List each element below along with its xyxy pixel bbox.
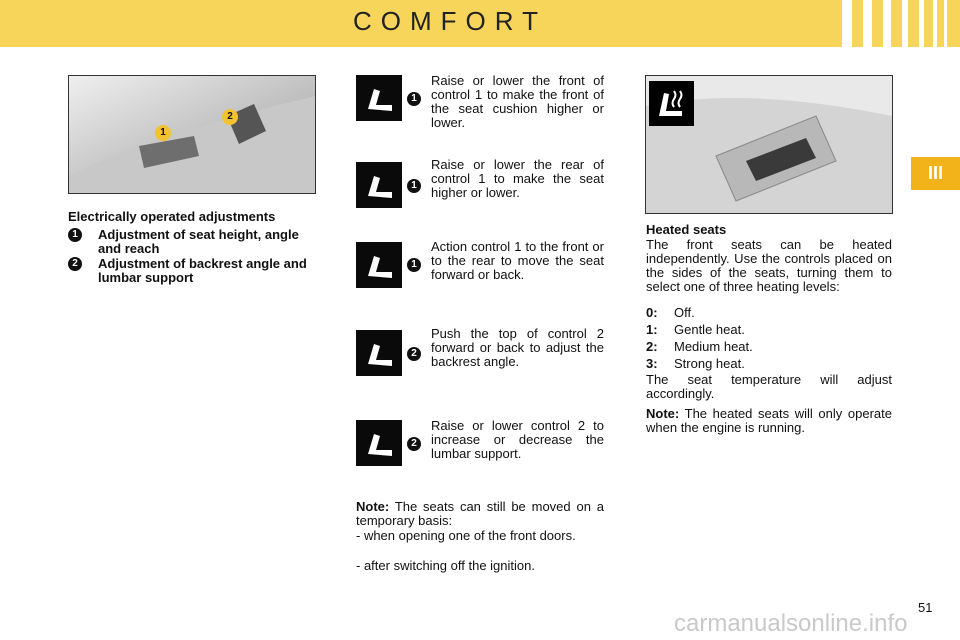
backrest-angle-icon [356,330,402,376]
header-stripe [933,0,937,47]
control-badge: 1 [407,258,421,272]
control-badge: 2 [407,347,421,361]
level-key: 2: [646,339,658,354]
heated-seat-icon [649,81,694,126]
temperature-note: The seat temperature will adjust accordingly. [646,372,892,401]
adjustment-item-text: Adjustment of seat height, angle and reach [98,227,299,256]
note-text: The seats can still be moved on a temporary basis: [356,499,604,528]
note-label: Note: [356,499,390,514]
note-text: The heated seats will only operate when the engine is running. [646,406,892,435]
adjustment-item [68,228,328,258]
number-badge: 2 [68,257,82,271]
adjustment-item-text: Adjustment of backrest angle and lumbar support [98,256,307,285]
note-bullet: - when opening one of the front doors. [356,528,576,543]
heated-seats-heading: Heated seats [646,222,727,237]
seat-reach-icon [356,242,402,288]
header-stripe [883,0,891,47]
page-number: 51 [918,600,933,615]
control-1-label: 1 [155,125,171,141]
heat-level [646,340,753,354]
note-label: Note: [646,406,680,421]
heat-level [646,323,745,337]
seat-controls-photo [68,75,316,194]
control-badge: 1 [407,179,421,193]
heat-level [646,306,695,320]
chapter-tab[interactable]: III [911,157,960,190]
step-text: Raise or lower control 2 to increase or decrease the lumbar support. [431,418,604,461]
level-label: Medium heat. [674,339,753,354]
level-label: Gentle heat. [674,322,745,337]
seat-adjust-icon [356,75,402,121]
heated-seats-note [646,407,892,435]
level-key: 1: [646,322,658,337]
heated-seats-intro: The front seats can be heated independently. Use the controls placed on the sides of the seats, turning them to select one of three heating levels: [646,237,892,294]
control-2-label: 2 [222,109,238,125]
control-badge: 1 [407,92,421,106]
header-stripe [902,0,908,47]
heat-level [646,357,745,371]
level-label: Off. [674,305,695,320]
header-band [0,0,960,47]
heated-seat-control-photo [645,75,893,214]
step-text: Raise or lower the front of control 1 to make the front of the seat cushion higher or lower. [431,73,604,130]
level-key: 3: [646,356,658,371]
page-title: COMFORT [353,6,547,36]
note-bullet: - after switching off the ignition. [356,558,535,573]
header-stripe [944,0,947,47]
number-badge: 1 [68,228,82,242]
header-stripe [919,0,924,47]
step-text: Push the top of control 2 forward or back to adjust the backrest angle. [431,326,604,369]
seat-height-icon [356,162,402,208]
header-stripe [842,0,852,47]
control-badge: 2 [407,437,421,451]
step-text: Action control 1 to the front or to the rear to move the seat forward or back. [431,239,604,282]
step-text: Raise or lower the rear of control 1 to make the seat higher or lower. [431,157,604,200]
header-stripe [863,0,872,47]
level-key: 0: [646,305,658,320]
lumbar-support-icon [356,420,402,466]
watermark: carmanualsonline.info [674,610,908,637]
electric-adjustments-heading: Electrically operated adjustments [68,209,276,224]
adjustment-item [68,257,328,287]
seats-note [356,500,604,528]
level-label: Strong heat. [674,356,745,371]
